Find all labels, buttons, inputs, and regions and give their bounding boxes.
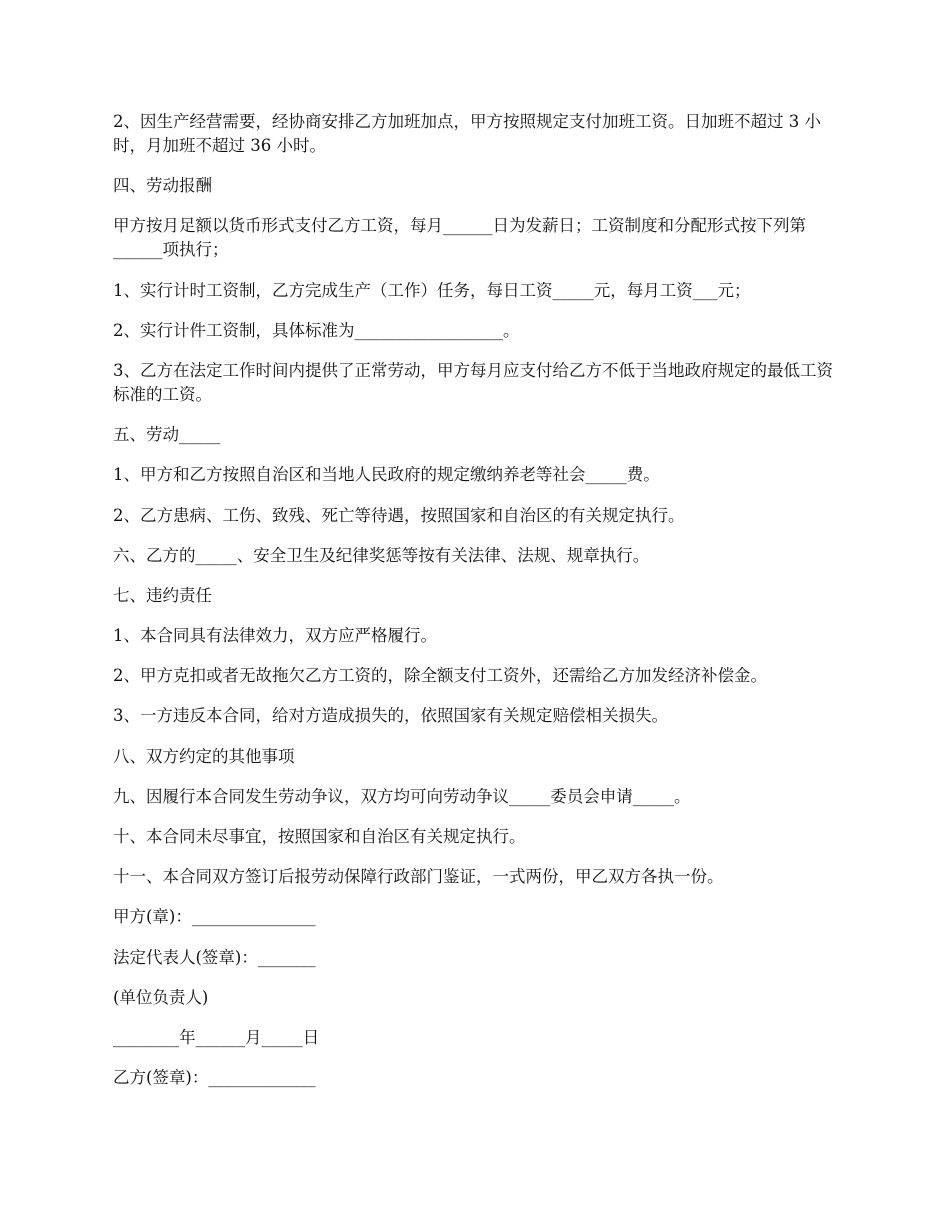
paragraph-payday: 甲方按月足额以货币形式支付乙方工资，每月______日为发薪日；工资制度和分配形式按下列第______项执行； [113,216,806,260]
paragraph-copies: 十一、本合同双方签订后报劳动保障行政部门鉴证，一式两份，甲乙双方各执一份。 [113,867,724,887]
paragraph-compensation: 3、一方违反本合同，给对方造成损失的，依照国家有关规定赔偿相关损失。 [113,706,668,726]
paragraph-sickness-benefits: 2、乙方患病、工伤、致残、死亡等待遇，按照国家和自治区的有关规定执行。 [113,505,685,525]
signature-date: ________年______月_____日 [113,1027,320,1047]
paragraph-overtime: 2、因生产经营需要，经协商安排乙方加班加点，甲方按照规定支付加班工资。日加班不超过 3 小时，月加班不超过 36 小时。 [113,112,821,155]
signature-party-b: 乙方(签章)：_____________ [113,1068,316,1088]
signature-party-a: 甲方(章)：_______________ [113,907,316,927]
signature-legal-rep: 法定代表人(签章)：_______ [113,947,316,967]
paragraph-social-insurance: 1、甲方和乙方按照自治区和当地人民政府的规定缴纳养老等社会_____费。 [113,465,660,485]
heading-safety-discipline: 六、乙方的_____、安全卫生及纪律奖惩等按有关法律、法规、规章执行。 [113,545,650,565]
paragraph-dispute: 九、因履行本合同发生劳动争议，双方均可向劳动争议_____委员会申请_____。 [113,786,691,806]
paragraph-unresolved: 十、本合同未尽事宜，按照国家和自治区有关规定执行。 [113,827,526,846]
paragraph-piece-wage: 2、实行计件工资制，具体标准为__________________。 [113,320,520,340]
document-page [113,110,843,1106]
heading-other-matters: 八、双方约定的其他事项 [113,746,295,766]
paragraph-wage-arrears: 2、甲方克扣或者无故拖欠乙方工资的，除全额支付工资外，还需给乙方加发经济补偿金。 [113,666,767,686]
heading-labor: 五、劳动_____ [113,425,221,445]
paragraph-minimum-wage: 3、乙方在法定工作时间内提供了正常劳动，甲方每月应支付给乙方不低于当地政府规定的最低工资标准的工资。 [113,360,833,404]
heading-liability: 七、违约责任 [113,585,212,605]
paragraph-time-wage: 1、实行计时工资制，乙方完成生产（工作）任务，每日工资_____元，每月工资___元； [113,280,751,300]
heading-remuneration: 四、劳动报酬 [113,176,212,196]
paragraph-legal-effect: 1、本合同具有法律效力，双方应严格履行。 [113,626,437,646]
signature-unit-head: (单位负责人) [113,987,209,1007]
